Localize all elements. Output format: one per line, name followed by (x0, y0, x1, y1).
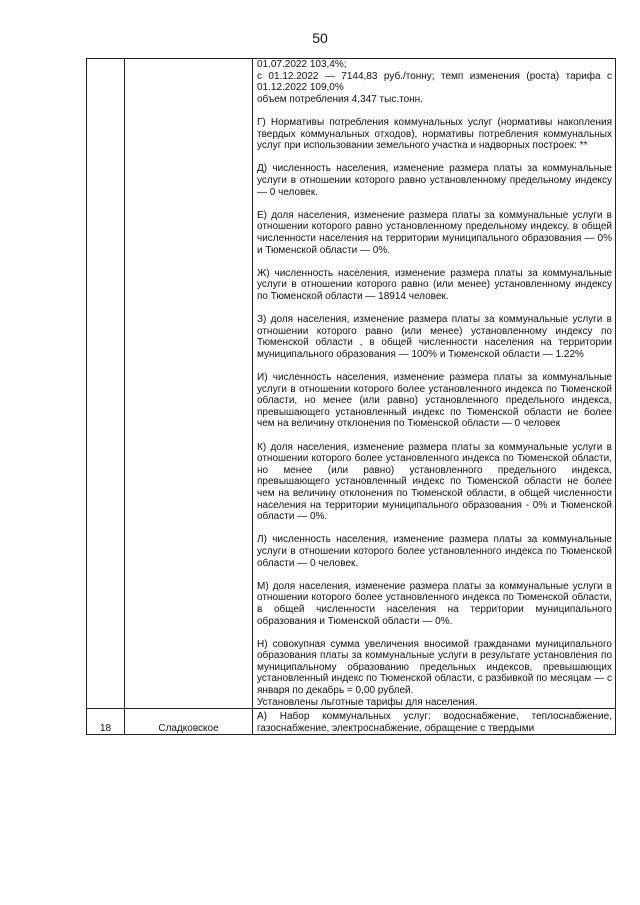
row-number: 18 (99, 723, 112, 735)
description-cell (253, 709, 616, 735)
document-table (86, 58, 616, 735)
paragraph-zh: Ж) численность населения, изменение размера платы за коммунальные услуги в отношении которого равно (или менее) установленному индексу по Тюменской области — 18914 человек. (257, 267, 612, 302)
paragraph-e: Е) доля населения, изменение размера платы за коммунальные услуги в отношении которого равно установленному предельному индексу, в общей численности населения на территории муниципального образования — 0% и Тюменской области — 0%. (257, 209, 612, 256)
paragraph-tariff-dec: с 01.12.2022 — 7144,83 руб./тонну; темп изменения (роста) тарифа с 01.12.2022 109,0% (257, 70, 612, 94)
paragraph-m: М) доля населения, изменение размера платы за коммунальные услуги в отношении которого более установленного индекса по Тюменской области, в общей численности населения на территории муниципального образования и Тюменской области — 0%. (257, 580, 612, 627)
paragraph-benefits: Установлены льготные тарифы для населения. (257, 696, 478, 708)
paragraph-d: Д) численность населения, изменение размера платы за коммунальные услуги в отношении которого равно установленному предельному индексу — 0 человек. (257, 163, 612, 198)
description-text (253, 59, 615, 708)
page-number: 50 (312, 30, 328, 46)
paragraph-g: Г) Нормативы потребления коммунальных услуг (нормативы накопления твердых коммунальных отходов), нормативы потребления коммунальных услуг при использовании земельного участка и надворных построек: ** (257, 116, 612, 152)
description-text (253, 709, 615, 734)
municipality-cell (125, 59, 253, 709)
paragraph-tariff-jul: 01.07.2022 103,4%; (257, 59, 347, 70)
table-row-top (87, 59, 616, 709)
paragraph-a: А) Набор коммунальных услуг: водоснабжение, теплоснабжение, газоснабжение, электроснабжение, обращение с твердыми (257, 711, 612, 734)
paragraph-volume: объем потребления 4,347 тыс.тонн. (257, 93, 423, 105)
paragraph-i: И) численность населения, изменение размера платы за коммунальные услуги в отношении которого более установленного индекса по Тюменской области, но менее (или равно) установленного предельного индекса, превышающего установленный индекс по Тюменской области не более чем на величину отклонения по Тюменской области — 0 человек (257, 372, 612, 430)
row-number-cell (87, 709, 125, 735)
row-number-cell (87, 59, 125, 709)
paragraph-l: Л) численность населения, изменение размера платы за коммунальные услуги в отношении которого более установленного индекса по Тюменской области — 0 человек. (257, 534, 612, 569)
municipality-cell (125, 709, 253, 735)
description-cell (253, 59, 616, 709)
municipality-name: Сладковское (158, 723, 219, 735)
paragraph-n: Н) совокупная сумма увеличения вносимой гражданами муниципального образования платы за коммунальные услуги в результате установления по муниципальному образованию предельных индексов, превышающих установленный индекс по Тюменской области, с разбивкой по месяцам — с января по декабрь = 0,00 рублей. (257, 638, 612, 697)
paragraph-k: К) доля населения, изменение размера платы за коммунальные услуги в отношении которого более установленного индекса по Тюменской области, но менее (или равно) установленного предельного индекса, превышающего установленный индекс по Тюменской области не более чем на величину отклонения по Тюменской области, в общей численности населения на территории муниципального образования - 0% и Тюменской области — 0%. (257, 441, 612, 523)
table-row-bottom (87, 709, 616, 735)
paragraph-z: З) доля населения, изменение размера платы за коммунальные услуги в отношении которого равно (или менее) установленному индексу по Тюменской области , в общей численности населения на территории муниципального образования — 100% и Тюменской области — 1.22% (257, 314, 612, 360)
